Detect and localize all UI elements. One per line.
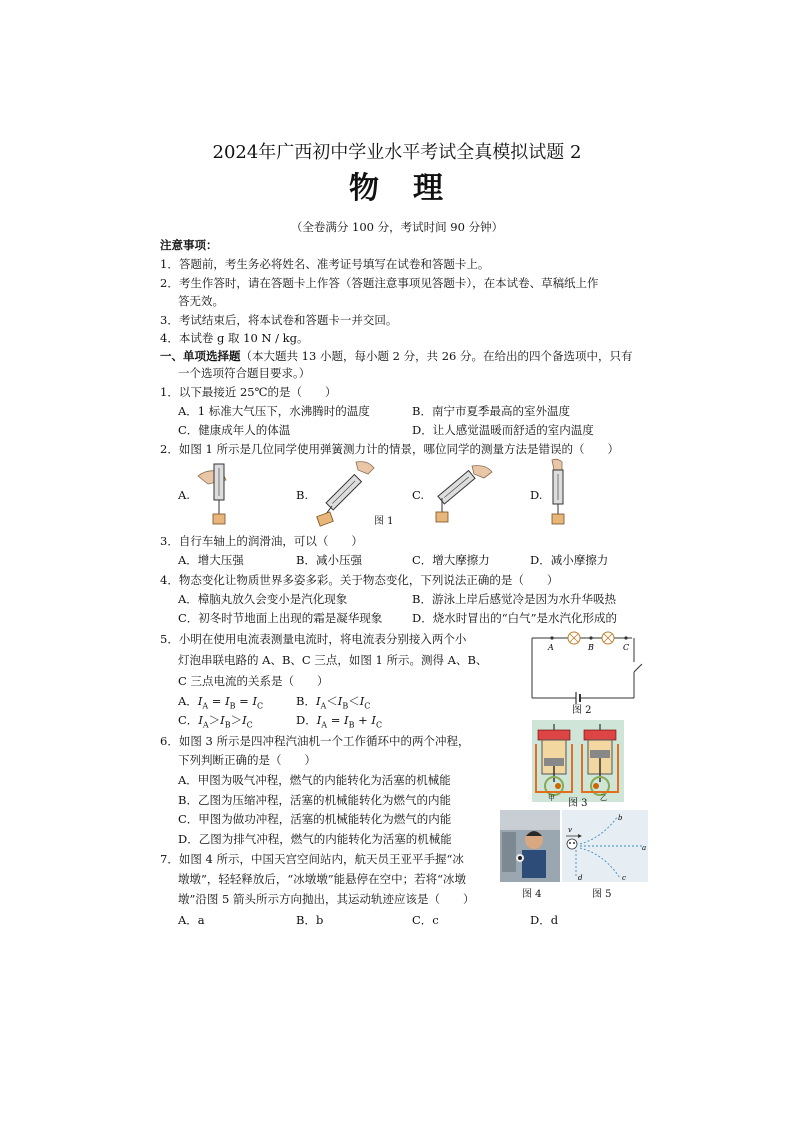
q4-option-d: D．烧水时冒出的“白气”是水汽化形成的: [412, 611, 617, 625]
engine-label-yi: 乙: [600, 794, 607, 802]
q5-line-1: 5．小明在使用电流表测量电流时，将电流表分别接入两个小: [160, 632, 467, 646]
trajectory-label-b: b: [618, 814, 623, 822]
exam-info: （全卷满分 100 分，考试时间 90 分钟）: [290, 220, 504, 234]
q2-stem: 2．如图 1 所示是几位同学使用弹簧测力计的情景，哪位同学的测量方法是错误的（ ）: [160, 442, 619, 456]
q3-stem: 3．自行车轴上的润滑油，可以（ ）: [160, 534, 363, 548]
q1-option-d: D．让人感觉温暖而舒适的室内温度: [412, 423, 594, 437]
q6-line-2: 下列判断正确的是（ ）: [178, 753, 316, 767]
q2-label-a: A.: [178, 488, 190, 502]
spring-scale-b-figure: [312, 458, 382, 528]
q5-option-b: B．$I_A<I_B<I_C$: [296, 694, 371, 711]
note-item: 答无效。: [178, 294, 224, 308]
q4-option-c: C．初冬时节地面上出现的霜是凝华现象: [178, 611, 383, 625]
circuit-point-c: C: [623, 643, 630, 652]
q5-option-a: A．$I_A = I_B = I_C$: [178, 694, 264, 711]
q3-option-c: C．增大摩擦力: [412, 553, 490, 567]
note-item: 4．本试卷 g 取 10 N / kg。: [160, 331, 309, 345]
q4-option-a: A．樟脑丸放久会变小是汽化现象: [178, 592, 348, 606]
subject-title: 物 理: [349, 171, 445, 206]
q6-option-c: C．甲图为做功冲程，活塞的机械能转化为燃气的内能: [178, 812, 452, 826]
note-item: 1．答题前，考生务必将姓名、准考证号填写在试卷和答题卡上。: [160, 257, 490, 271]
circuit-point-a: A: [548, 643, 554, 652]
q6-line-1: 6．如图 3 所示是四冲程汽油机一个工作循环中的两个冲程，: [160, 734, 470, 748]
q1-option-b: B．南宁市夏季最高的室外温度: [412, 404, 570, 418]
astronaut-photo-figure: [500, 810, 560, 882]
q6-option-b: B．乙图为压缩冲程，活塞的机械能转化为燃气的内能: [178, 793, 451, 807]
fig5-caption: 图 5: [592, 889, 612, 900]
q7-line-3: 墩”沿图 5 箭头所示方向抛出，其运动轨迹应该是（ ）: [178, 892, 475, 906]
q2-fig-caption: 图 1: [374, 516, 394, 527]
q7-option-a: A．a: [178, 913, 205, 927]
section-desc-2: 一个选项符合题目要求。）: [178, 366, 311, 380]
q5-line-2: 灯泡串联电路的 A、B、C 三点，如图 1 所示。测得 A、B、: [178, 653, 488, 667]
q3-option-d: D．减小摩擦力: [530, 553, 609, 567]
q5-option-d: D．$I_A = I_B + I_C$: [296, 713, 383, 730]
trajectory-diagram-figure: [562, 810, 648, 882]
q1-option-c: C．健康成年人的体温: [178, 423, 291, 437]
q5-line-3: C 三点电流的关系是（ ）: [178, 674, 329, 688]
section-desc: （本大题共 13 小题，每小题 2 分，共 26 分。在给出的四个备选项中，只有: [240, 349, 633, 363]
fig4-caption: 图 4: [522, 889, 542, 900]
fig2-caption: 图 2: [572, 705, 592, 716]
exam-title: 2024年广西初中学业水平考试全真模拟试题 2: [212, 142, 582, 163]
velocity-label: v: [568, 826, 572, 834]
q6-option-a: A．甲图为吸气冲程，燃气的内能转化为活塞的机械能: [178, 773, 451, 787]
spring-scale-c-figure: [428, 458, 498, 528]
q7-option-d: D．d: [530, 913, 559, 927]
q2-label-c: C.: [412, 488, 425, 502]
q3-option-b: B．减小压强: [296, 553, 362, 567]
q5-option-c: C．$I_A>I_B>I_C$: [178, 713, 253, 730]
trajectory-label-c: c: [622, 874, 626, 882]
q7-line-2: 墩墩”，轻轻释放后，“冰墩墩”能悬停在空中；若将“冰墩: [178, 872, 467, 886]
spring-scale-d-figure: [544, 458, 584, 530]
note-item: 3．考试结束后，将本试卷和答题卡一并交回。: [160, 313, 398, 327]
circuit-point-b: B: [588, 643, 594, 652]
q3-option-a: A．增大压强: [178, 553, 244, 567]
section-title: 一、单项选择题: [160, 349, 241, 363]
q7-option-c: C．c: [412, 913, 439, 927]
section-heading: [160, 349, 633, 363]
q4-option-b: B．游泳上岸后感觉冷是因为水升华吸热: [412, 592, 616, 606]
q1-option-a: A．1 标准大气压下，水沸腾时的温度: [178, 404, 370, 418]
q6-option-d: D．乙图为排气冲程，燃气的内能转化为活塞的机械能: [178, 832, 452, 846]
q7-line-1: 7．如图 4 所示，中国天宫空间站内，航天员王亚平手握“冰: [160, 852, 464, 866]
note-item: 2．考生作答时，请在答题卡上作答（答题注意事项见答题卡），在本试卷、草稿纸上作: [160, 276, 599, 290]
trajectory-label-d: d: [578, 874, 583, 882]
q2-label-d: D.: [530, 488, 543, 502]
engine-strokes-figure: [532, 720, 624, 802]
q7-option-b: B．b: [296, 913, 324, 927]
spring-scale-a-figure: [196, 458, 256, 528]
engine-label-jia: 甲: [548, 794, 555, 802]
trajectory-label-a: a: [642, 844, 647, 852]
q4-stem: 4．物态变化让物质世界多姿多彩。关于物态变化，下列说法正确的是（ ）: [160, 573, 559, 587]
q2-label-b: B.: [296, 488, 309, 502]
q1-stem: 1．以下最接近 25℃的是（ ）: [160, 385, 337, 399]
notes-heading: 注意事项：: [160, 238, 218, 252]
fig3-caption: 图 3: [568, 798, 588, 809]
